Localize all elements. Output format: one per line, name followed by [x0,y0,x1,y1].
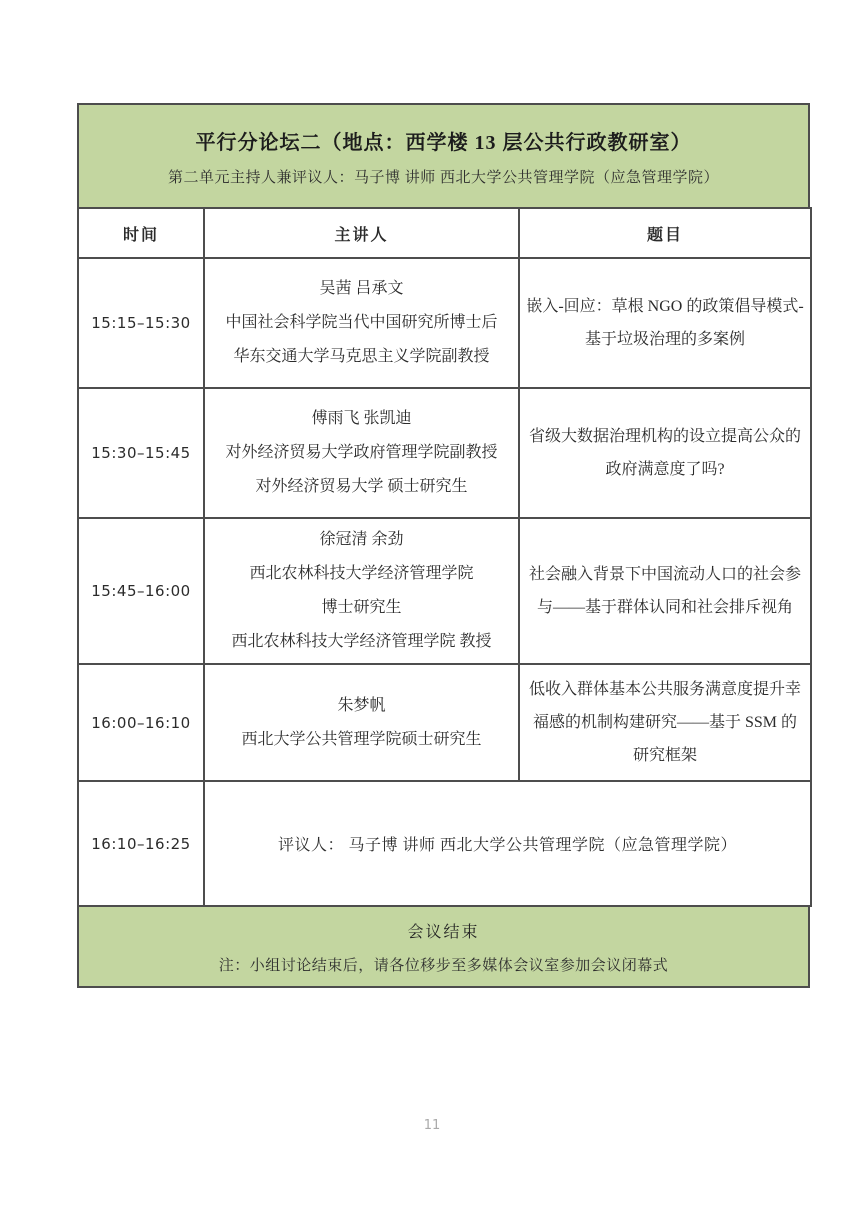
table-row [78,781,811,906]
topic-cell: 社会融入背景下中国流动人口的社会参与——基于群体认同和社会排斥视角 [519,518,811,664]
forum-header [77,103,810,209]
table-header-row [78,208,811,258]
speaker-line: 博士研究生 [321,599,402,616]
column-header-time: 时间 [78,208,204,258]
time-cell: 16:00–16:10 [78,664,204,781]
column-header-topic: 题目 [519,208,811,258]
speaker-cell [204,258,519,388]
speaker-line: 华东交通大学马克思主义学院副教授 [233,348,490,365]
footer-note: 注：小组讨论结束后，请各位移步至多媒体会议室参加会议闭幕式 [218,957,669,974]
topic-cell: 省级大数据治理机构的设立提高公众的政府满意度了吗? [519,388,811,518]
speaker-line: 西北农林科技大学经济管理学院 教授 [231,633,492,650]
speaker-cell [204,664,519,781]
speaker-line: 中国社会科学院当代中国研究所博士后 [225,314,498,331]
column-header-speaker: 主讲人 [204,208,519,258]
table-row [78,388,811,518]
speaker-cell [204,388,519,518]
schedule-table [77,207,812,907]
closing-text: 会议结束 [407,923,480,941]
forum-subtitle: 第二单元主持人兼评议人：马子博 讲师 西北大学公共管理学院（应急管理学院） [167,169,719,186]
table-row [78,518,811,664]
speaker-line: 西北农林科技大学经济管理学院 [249,565,474,582]
speaker-line: 吴茜 吕承文 [319,280,404,297]
speaker-line: 徐冠清 余劲 [319,531,404,548]
topic-cell: 嵌入-回应：草根 NGO 的政策倡导模式-基于垃圾治理的多案例 [519,258,811,388]
speaker-cell [204,518,519,664]
time-cell: 16:10–16:25 [78,781,204,906]
speaker-line: 对外经济贸易大学政府管理学院副教授 [225,444,498,461]
discussant-cell: 评议人： 马子博 讲师 西北大学公共管理学院（应急管理学院） [204,781,811,906]
page-number: 11 [423,1118,441,1133]
time-cell: 15:15–15:30 [78,258,204,388]
table-row [78,664,811,781]
session-footer [77,905,810,988]
speaker-line: 傅雨飞 张凯迪 [311,410,412,427]
forum-title: 平行分论坛二（地点：西学楼 13 层公共行政教研室） [195,131,692,154]
time-cell: 15:45–16:00 [78,518,204,664]
speaker-line: 朱梦帆 [337,696,386,714]
topic-cell: 低收入群体基本公共服务满意度提升幸福感的机制构建研究——基于 SSM 的研究框架 [519,664,811,781]
table-row [78,258,811,388]
speaker-line: 西北大学公共管理学院硕士研究生 [241,730,482,748]
time-cell: 15:30–15:45 [78,388,204,518]
schedule-document [77,103,810,988]
speaker-line: 对外经济贸易大学 硕士研究生 [255,478,468,495]
